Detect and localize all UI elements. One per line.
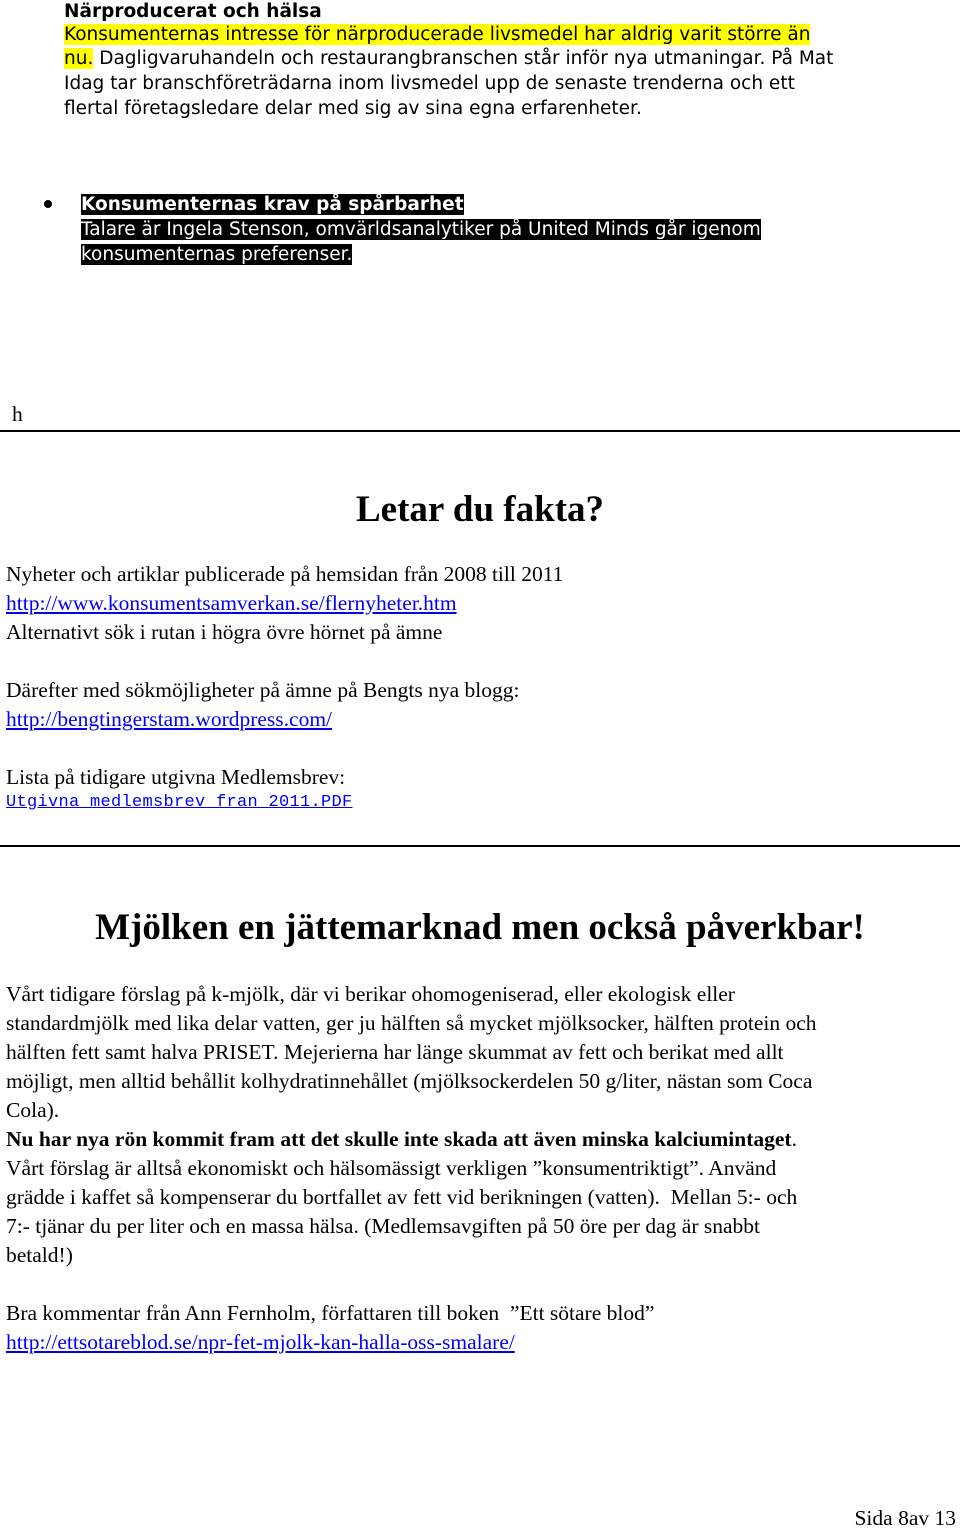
text: .	[791, 1127, 797, 1151]
bullet-icon	[44, 200, 52, 208]
intro-line-1	[64, 23, 810, 48]
spacer	[6, 1270, 958, 1299]
article-body	[6, 980, 958, 1357]
bold-text: Nu har nya rön kommit fram att det skulle inte skada att även minska kalciumintaget	[6, 1127, 792, 1151]
article-line: grädde i kaffet så kompenserar du bortfallet av fett vid berikningen (vatten). Mellan 5:- och	[6, 1185, 798, 1209]
intro-line-4: flertal företagsledare delar med sig av sina egna erfarenheter.	[64, 98, 642, 119]
ettsotareblod-link[interactable]: http://ettsotareblod.se/npr-fet-mjolk-kan-halla-oss-smalare/	[6, 1330, 515, 1354]
bullet-title	[81, 193, 464, 218]
bullet-line-1	[81, 218, 761, 243]
article-line: hälften fett samt halva PRISET. Mejerierna har länge skummat av fett och berikat med allt	[6, 1040, 784, 1064]
facts-heading: Letar du fakta?	[355, 489, 605, 530]
highlighted-text: Konsumenternas intresse för närproducerade livsmedel har aldrig varit större än	[64, 24, 811, 45]
bullet-title-text: Konsumenternas krav på spårbarhet	[81, 194, 464, 215]
intro-line-2	[64, 47, 833, 72]
section-heading: Närproducerat och hälsa	[64, 1, 322, 22]
facts-line-1: Nyheter och artiklar publicerade på hemsidan från 2008 till 2011	[6, 562, 564, 586]
article-line: Vårt tidigare förslag på k-mjölk, där vi berikar ohomogeniserad, eller ekologisk eller	[6, 982, 735, 1006]
article-line: möjligt, men alltid behållit kolhydratinnehållet (mjölksockerdelen 50 g/liter, nästan som Coca	[6, 1069, 813, 1093]
article-line: Cola).	[6, 1098, 60, 1122]
facts-line-2: Alternativt sök i rutan i högra övre hörnet på ämne	[6, 620, 443, 644]
blog-link[interactable]: http://bengtingerstam.wordpress.com/	[6, 707, 333, 731]
bullet-line-2	[81, 243, 352, 268]
facts-line-3: Därefter med sökmöjligheter på ämne på Bengts nya blogg:	[6, 678, 520, 702]
stray-letter: h	[12, 402, 23, 426]
flernyheter-link[interactable]: http://www.konsumentsamverkan.se/flernyheter.htm	[6, 591, 457, 615]
article-line: Vårt förslag är alltså ekonomiskt och hälsomässigt verkligen ”konsumentriktigt”. Använd	[6, 1156, 777, 1180]
article-link-line	[6, 1328, 958, 1357]
facts-line-4: Lista på tidigare utgivna Medlemsbrev:	[6, 765, 346, 789]
article-line: 7:- tjänar du per liter och en massa hälsa. (Medlemsavgiften på 50 öre per dag är snabbt	[6, 1214, 761, 1238]
article-line: standardmjölk med lika delar vatten, ger ju hälften så mycket mjölksocker, hälften protein och	[6, 1011, 817, 1035]
divider	[0, 845, 960, 847]
page-number: Sida 8av 13	[854, 1506, 956, 1530]
bullet-text: Talare är Ingela Stenson, omvärldsanalytiker på United Minds går igenom	[81, 219, 761, 240]
intro-line-3: Idag tar branschföreträdarna inom livsmedel upp de senaste trenderna och ett	[64, 73, 795, 94]
bullet-text: konsumenternas preferenser.	[81, 244, 353, 265]
article-heading: Mjölken en jättemarknad men också påverkbar!	[95, 907, 865, 948]
intro-text: Dagligvaruhandeln och restaurangbranschen står inför nya utmaningar. På Mat	[93, 48, 834, 69]
divider	[0, 430, 960, 432]
medlemsbrev-pdf-link[interactable]: Utgivna_medlemsbrev_fran_2011.PDF	[6, 793, 353, 812]
highlighted-text: nu.	[64, 48, 94, 69]
article-line: Bra kommentar från Ann Fernholm, författaren till boken ”Ett sötare blod”	[6, 1301, 655, 1325]
article-line: betald!)	[6, 1243, 73, 1267]
article-bold-line	[6, 1125, 958, 1154]
